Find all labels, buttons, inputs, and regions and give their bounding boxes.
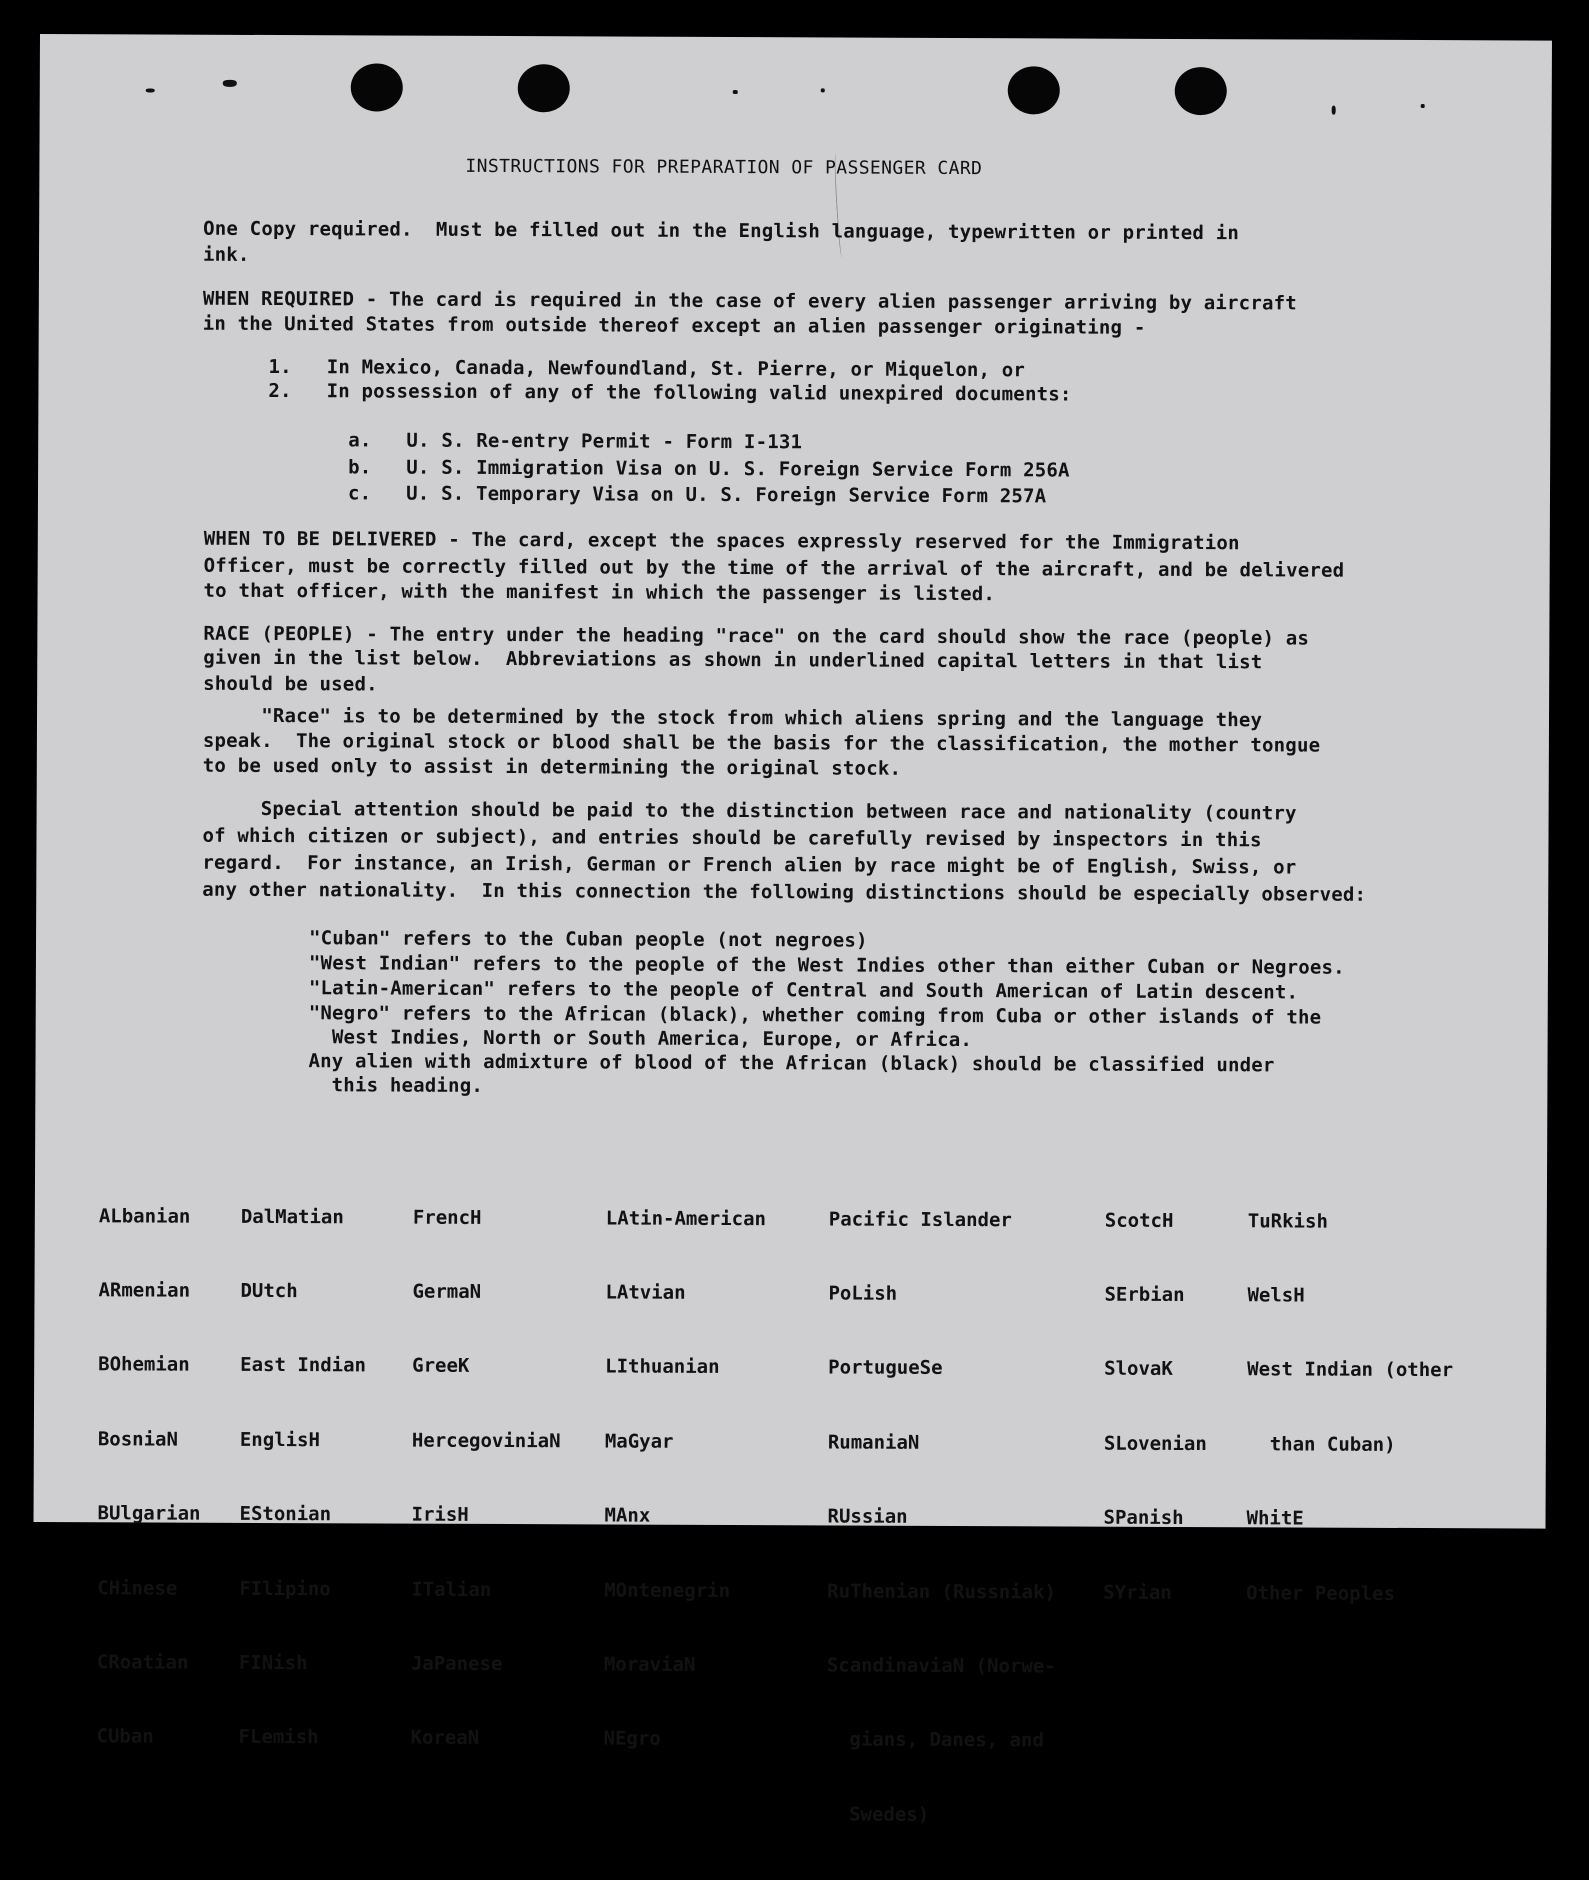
distinction-line: "Negro" refers to the African (black), whether coming from Cuba or other islands of the [308, 1002, 1322, 1029]
punch-hole [1175, 67, 1227, 115]
when-delivered-line: to that officer, with the manifest in which the passenger is listed. [203, 579, 996, 606]
distinction-line: this heading. [308, 1074, 484, 1097]
race-name: SPanish [1103, 1506, 1184, 1530]
race-name: MOntenegrin [604, 1579, 731, 1602]
when-required-line: in the United States from outside thereof except an alien passenger originating - [202, 312, 1146, 339]
race-name: than Cuban) [1246, 1433, 1396, 1456]
special-attention-line: any other nationality. In this connection the following distinctions should be especially observed: [202, 878, 1367, 906]
race-people-line: given in the list below. Abbreviations as shown in underlined capital letters in that list [203, 646, 1263, 674]
race-name: WelsH [1247, 1284, 1305, 1307]
race-name: LAtin-American [605, 1207, 767, 1230]
race-name: ScotcH [1104, 1209, 1174, 1232]
race-list-column [238, 1155, 367, 1800]
race-name: LIthuanian [605, 1355, 720, 1379]
punch-hole [1008, 66, 1060, 114]
race-definition-line: to be used only to assist in determining the original stock. [202, 754, 902, 780]
race-name: BOhemian [98, 1353, 190, 1377]
race-name: CHinese [97, 1576, 178, 1600]
race-name: gians, Danes, and [826, 1728, 1044, 1752]
race-name: GermaN [412, 1280, 482, 1303]
race-name: SYrian [1103, 1581, 1172, 1604]
speck-mark [146, 88, 155, 92]
race-name: GreeK [412, 1355, 470, 1378]
race-name: East Indian [240, 1354, 367, 1377]
race-name: MAnx [604, 1504, 651, 1527]
race-name: RumaniaN [827, 1431, 920, 1454]
special-attention-line: Special attention should be paid to the distinction between race and nationality (country [202, 797, 1297, 825]
race-list-column [410, 1156, 562, 1801]
numbered-item: 2. In possession of any of the following valid unexpired documents: [268, 380, 1072, 406]
race-name: SLovenian [1103, 1432, 1207, 1455]
race-list-column [603, 1156, 766, 1801]
race-name: DUtch [240, 1279, 298, 1303]
race-name: RUssian [827, 1505, 908, 1528]
race-name: IrisH [411, 1503, 469, 1527]
race-name: BUlgarian [97, 1502, 201, 1525]
document-item: a. U. S. Re-entry Permit - Form I-131 [348, 429, 803, 454]
speck-mark [1421, 104, 1425, 108]
race-name: PoLish [828, 1282, 898, 1305]
race-name: BosniaN [97, 1428, 178, 1451]
race-name: CUban [96, 1725, 154, 1748]
race-name: Other Peoples [1246, 1581, 1395, 1605]
document-page [34, 34, 1552, 1826]
race-name: SlovaK [1104, 1358, 1173, 1381]
punch-hole [351, 63, 403, 111]
race-name: NEgro [603, 1727, 661, 1751]
race-name: Pacific Islander [828, 1208, 1012, 1231]
race-name: ALbanian [98, 1204, 191, 1228]
race-name: MoraviaN [603, 1653, 696, 1676]
race-name: ITalian [411, 1578, 492, 1601]
race-name: PortugueSe [828, 1356, 943, 1380]
race-name: FINish [238, 1651, 308, 1675]
special-attention-line: of which citizen or subject), and entries should be carefully revised by inspectors in this [202, 824, 1262, 852]
document-item: b. U. S. Immigration Visa on U. S. Foreign Service Form 256A [348, 456, 1070, 482]
race-name: EStonian [239, 1503, 332, 1526]
race-people-line: should be used. [203, 672, 378, 696]
race-name: WhitE [1246, 1507, 1304, 1530]
distinction-line: "Cuban" refers to the Cuban people (not negroes) [309, 927, 868, 952]
race-definition-line: speak. The original stock or blood shall be the basis for the classification, the mother tongue [202, 729, 1321, 757]
race-name: HercegoviniaN [411, 1429, 561, 1453]
distinction-line: "West Indian" refers to the people of the West Indies other than either Cuban or Negroes. [308, 952, 1345, 979]
when-delivered-line: WHEN TO BE DELIVERED - The card, except the spaces expressly reserved for the Immigration [203, 527, 1240, 555]
race-name: ARmenian [98, 1279, 191, 1302]
race-name: TuRkish [1247, 1209, 1328, 1233]
distinction-line: Any alien with admixture of blood of the African (black) should be classified under [308, 1050, 1275, 1077]
race-list-column [826, 1157, 1058, 1877]
race-list-column [1246, 1159, 1454, 1656]
race-name: KoreaN [410, 1726, 480, 1750]
speck-mark [821, 88, 825, 92]
speck-mark [1332, 106, 1336, 115]
race-name: JaPanese [410, 1652, 503, 1675]
document-item: c. U. S. Temporary Visa on U. S. Foreign Service Form 257A [347, 482, 1047, 508]
distinction-line: West Indies, North or South America, Europe, or Africa. [308, 1026, 973, 1052]
race-name: FLemish [238, 1726, 319, 1749]
race-name: FIlipino [239, 1577, 331, 1600]
race-name: SErbian [1104, 1283, 1185, 1306]
race-name: West Indian (other [1247, 1358, 1454, 1382]
race-list-column [1103, 1159, 1208, 1655]
special-attention-line: regard. For instance, an Irish, German or French alien by race might be of English, Swiss, or [202, 851, 1297, 879]
intro-line: ink. [202, 243, 250, 266]
race-name: LAtvian [605, 1281, 686, 1304]
when-required-line: WHEN REQUIRED - The card is required in the case of every alien passenger arriving by aircraft [202, 287, 1297, 315]
race-people-line: RACE (PEOPLE) - The entry under the heading "race" on the card should show the race (people) as [203, 622, 1310, 650]
punch-hole [518, 64, 570, 112]
speck-mark [733, 90, 738, 94]
race-name: FrencH [412, 1206, 482, 1229]
race-name: Swedes) [826, 1803, 930, 1826]
race-name: DalMatian [240, 1205, 344, 1228]
when-delivered-line: Officer, must be correctly filled out by the time of the arrival of the aircraft, and be delivered [203, 554, 1345, 582]
race-name: RuThenian (Russniak) [827, 1579, 1057, 1603]
numbered-item: 1. In Mexico, Canada, Newfoundland, St. Pierre, or Miquelon, or [268, 356, 1026, 382]
race-name: ScandinaviaN (Norwe- [826, 1654, 1056, 1678]
race-name: CRoatian [96, 1651, 189, 1674]
race-name: EnglisH [239, 1428, 320, 1452]
page-title: INSTRUCTIONS FOR PREPARATION OF PASSENGER CARD [465, 155, 983, 180]
race-list-column [96, 1154, 202, 1799]
race-name: MaGyar [604, 1430, 674, 1453]
distinction-line: "Latin-American" refers to the people of Central and South American of Latin descent. [308, 977, 1299, 1004]
speck-mark [223, 80, 237, 87]
intro-line: One Copy required. Must be filled out in the English language, typewritten or printed in [203, 217, 1240, 245]
race-definition-line: "Race" is to be determined by the stock from which aliens spring and the language they [202, 704, 1263, 732]
